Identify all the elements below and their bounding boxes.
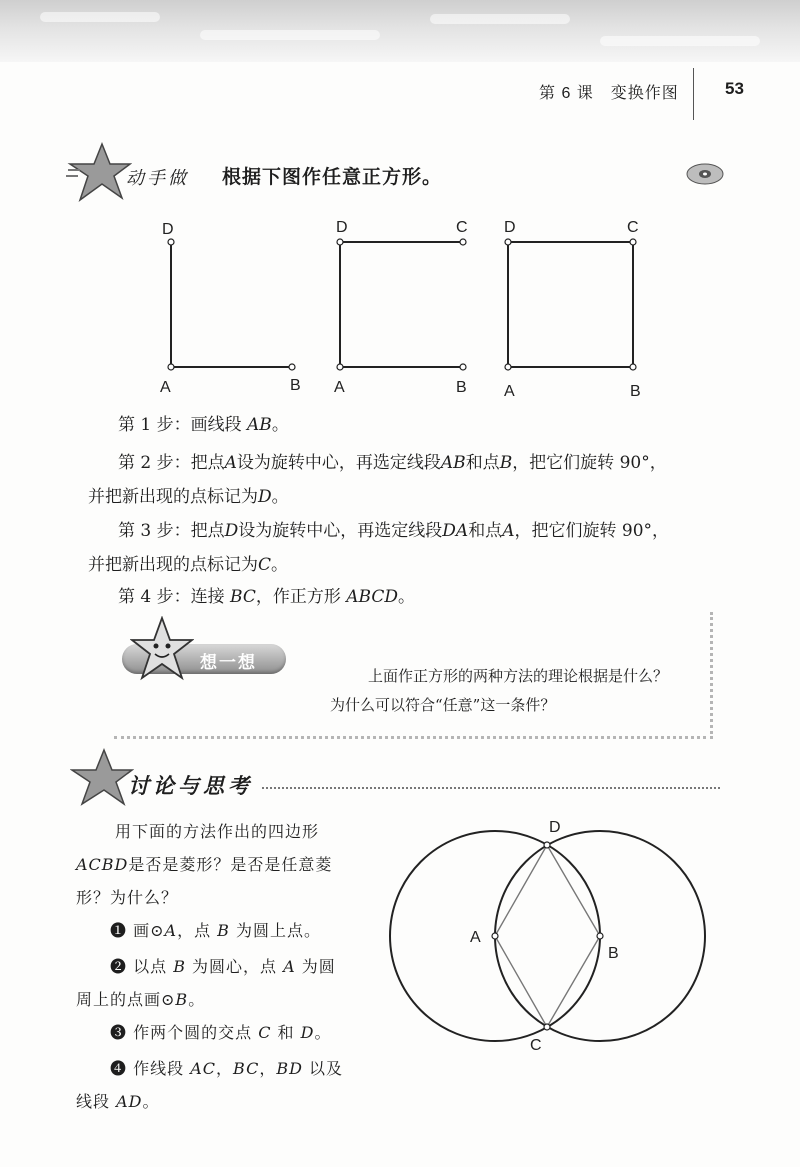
section-title: 根据下图作任意正方形。: [222, 166, 443, 188]
step-3-cont: 并把新出现的点标记为C。: [88, 555, 289, 575]
think-label: 想一想: [200, 653, 257, 673]
fig1-label-b: B: [290, 377, 301, 394]
fig3-label-d: D: [504, 219, 516, 236]
section-label-discuss: 讨论与思考: [128, 773, 253, 798]
star-icon-2: [70, 748, 134, 808]
step-4: 第 4 步：连接 BC，作正方形 ABCD。: [118, 587, 415, 607]
fig1-label-d: D: [162, 221, 174, 238]
fig2-label-c: C: [456, 219, 468, 236]
cartoon-star-icon: [130, 616, 194, 684]
rhombus-label-d: D: [549, 819, 561, 836]
star-icon: [66, 142, 132, 204]
header-divider: [693, 68, 694, 120]
instruction-2-cont: 周上的点画⊙B。: [76, 990, 206, 1009]
fig2-label-d: D: [336, 219, 348, 236]
rhombus-label-b: B: [608, 945, 619, 962]
step-1: 第 1 步：画线段 AB。: [118, 415, 289, 435]
step-2: 第 2 步：把点A设为旋转中心，再选定线段AB和点B，把它们旋转 90°，: [118, 453, 667, 473]
header-banner: [0, 0, 800, 62]
instruction-1: ❶ 画⊙A，点 B 为圆上点。: [110, 921, 322, 940]
section-label-do: 动手做: [126, 168, 189, 189]
instruction-4-cont: 线段 AD。: [76, 1092, 160, 1111]
fig3-label-b: B: [630, 383, 641, 400]
rhombus-label-a: A: [470, 929, 481, 946]
fig3-label-c: C: [627, 219, 639, 236]
question-line-3: 形？为什么？: [76, 888, 179, 907]
fig3-label-a: A: [504, 383, 515, 400]
instruction-4: ❹ 作线段 AC，BC，BD 以及: [110, 1059, 344, 1078]
cd-icon: [685, 158, 725, 188]
rhombus-construction-figure: [380, 810, 740, 1060]
page-number: 53: [725, 79, 744, 98]
section-dotted-rule: [262, 787, 720, 789]
step-2-cont: 并把新出现的点标记为D。: [88, 487, 289, 507]
instruction-3: ❸ 作两个圆的交点 C 和 D。: [110, 1023, 332, 1042]
fig2-label-b: B: [456, 379, 467, 396]
step-3: 第 3 步：把点D设为旋转中心，再选定线段DA和点A，把它们旋转 90°，: [118, 521, 670, 541]
question-line-2: ACBD是否是菱形？是否是任意菱: [76, 855, 333, 874]
fig2-label-a: A: [334, 379, 345, 396]
instruction-2: ❷ 以点 B 为圆心，点 A 为圆: [110, 957, 336, 976]
fig1-label-a: A: [160, 379, 171, 396]
square-construction-figures: [150, 212, 660, 404]
rhombus-label-c: C: [530, 1037, 542, 1054]
think-question-1: 上面作正方形的两种方法的理论根据是什么？: [368, 667, 669, 685]
think-question-2: 为什么可以符合“任意”这一条件？: [330, 696, 556, 714]
question-line-1: 用下面的方法作出的四边形: [115, 822, 320, 841]
running-head: 第 6 课 变换作图: [539, 85, 679, 102]
